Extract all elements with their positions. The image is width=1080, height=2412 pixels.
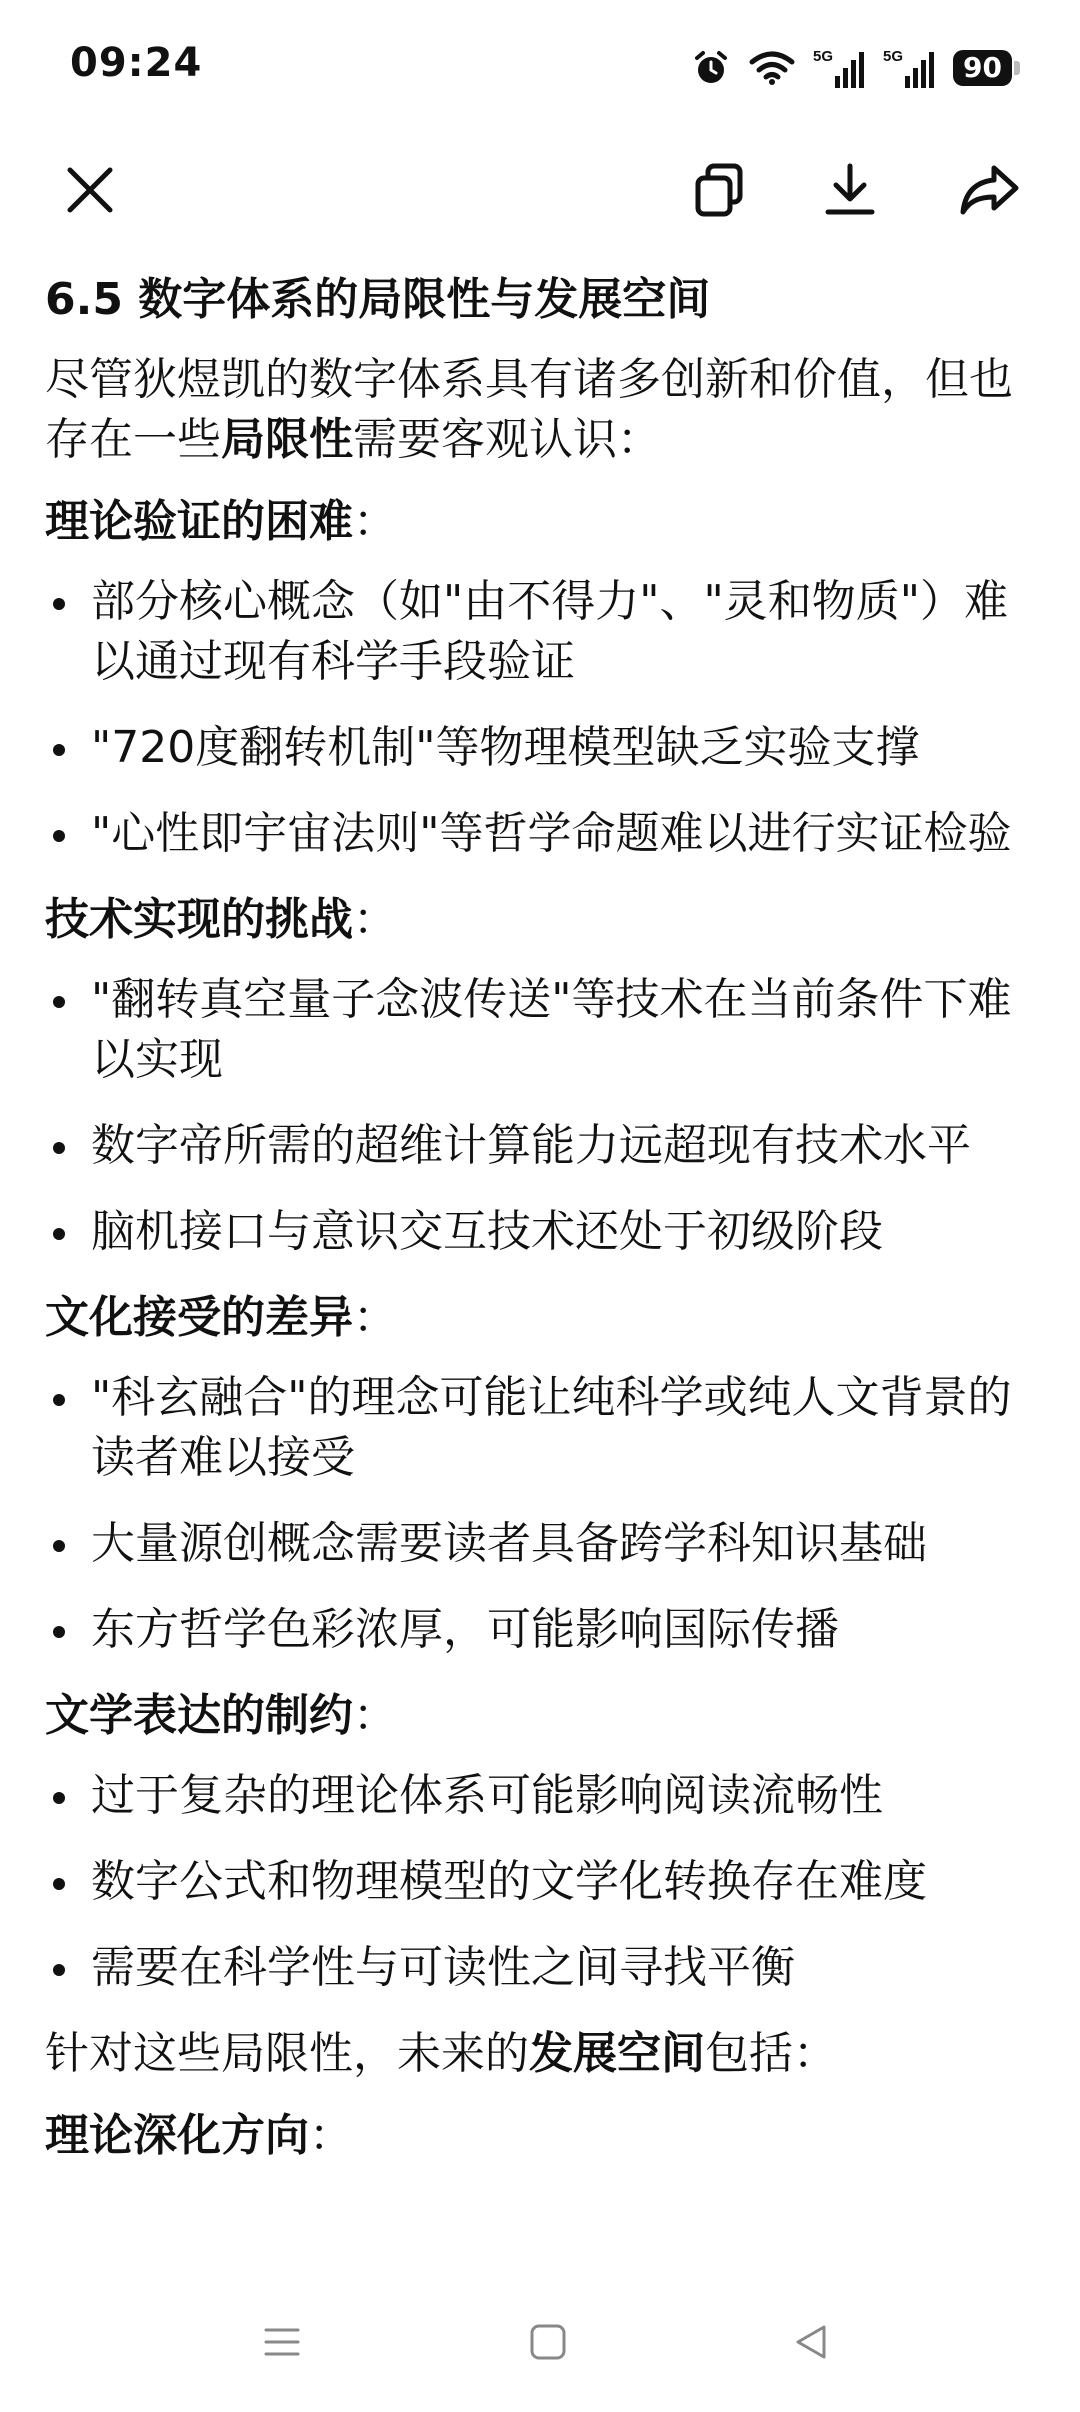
download-button[interactable] [810, 150, 890, 230]
home-icon [528, 2322, 568, 2362]
subsection-title: 文学表达的制约： [45, 1690, 397, 1741]
list-item: 部分核心概念（如"由不得力"、"灵和物质"）难以通过现有科学手段验证 [45, 572, 1035, 692]
list-item: 过于复杂的理论体系可能影响阅读流畅性 [45, 1766, 1035, 1826]
close-icon [62, 162, 118, 218]
intro-paragraph: 尽管狄煜凯的数字体系具有诸多创新和价值，但也存在一些局限性需要客观认识： [45, 354, 1013, 465]
alarm-icon [691, 48, 731, 88]
list-item: 数字公式和物理模型的文学化转换存在难度 [45, 1852, 1035, 1912]
battery-icon [953, 50, 1020, 86]
list-item: "心性即宇宙法则"等哲学命题难以进行实证检验 [45, 804, 1035, 864]
home-button[interactable] [508, 2312, 588, 2372]
section-heading: 6.5 数字体系的局限性与发展空间 [45, 274, 711, 325]
share-button[interactable] [950, 150, 1030, 230]
document-body [45, 270, 1035, 2186]
signal-icon [813, 46, 865, 90]
list-item: "科玄融合"的理念可能让纯科学或纯人文背景的读者难以接受 [45, 1368, 1035, 1488]
list-item: 数字帝所需的超维计算能力远超现有技术水平 [45, 1116, 1035, 1176]
recent-apps-button[interactable] [242, 2312, 322, 2372]
list-item: "720度翻转机制"等物理模型缺乏实验支撑 [45, 718, 1035, 778]
bullet-list [45, 970, 1035, 1262]
document-content [0, 230, 1080, 2270]
back-icon [792, 2322, 832, 2362]
toolbar [0, 130, 1080, 240]
status-icons [691, 44, 1020, 92]
battery-level: 90 [953, 50, 1012, 86]
list-item: 大量源创概念需要读者具备跨学科知识基础 [45, 1514, 1035, 1574]
signal-5g-label: 5G [813, 48, 834, 65]
copy-icon [690, 160, 750, 220]
back-button[interactable] [772, 2312, 852, 2372]
subsection-title: 文化接受的差异： [45, 1292, 397, 1343]
list-item: "翻转真空量子念波传送"等技术在当前条件下难以实现 [45, 970, 1035, 1090]
subsection-title: 理论验证的困难： [45, 496, 397, 547]
status-time: 09:24 [70, 40, 203, 86]
close-button[interactable] [50, 150, 130, 230]
subsection-title: 理论深化方向： [45, 2110, 353, 2161]
bullet-list [45, 572, 1035, 864]
bullet-list [45, 1766, 1035, 1998]
status-bar [0, 0, 1080, 130]
signal-5g-label: 5G [883, 48, 904, 65]
share-icon [958, 160, 1022, 220]
navigation-bar [0, 2272, 1080, 2412]
copy-button[interactable] [680, 150, 760, 230]
future-paragraph: 针对这些局限性，未来的发展空间包括： [45, 2028, 837, 2079]
bullet-list [45, 1368, 1035, 1660]
signal-icon [883, 46, 935, 90]
subsection-title: 技术实现的挑战： [45, 894, 397, 945]
list-item: 需要在科学性与可读性之间寻找平衡 [45, 1938, 1035, 1998]
wifi-icon [749, 50, 795, 86]
list-item: 脑机接口与意识交互技术还处于初级阶段 [45, 1202, 1035, 1262]
menu-icon [262, 2322, 302, 2362]
download-icon [820, 160, 880, 220]
list-item: 东方哲学色彩浓厚，可能影响国际传播 [45, 1600, 1035, 1660]
